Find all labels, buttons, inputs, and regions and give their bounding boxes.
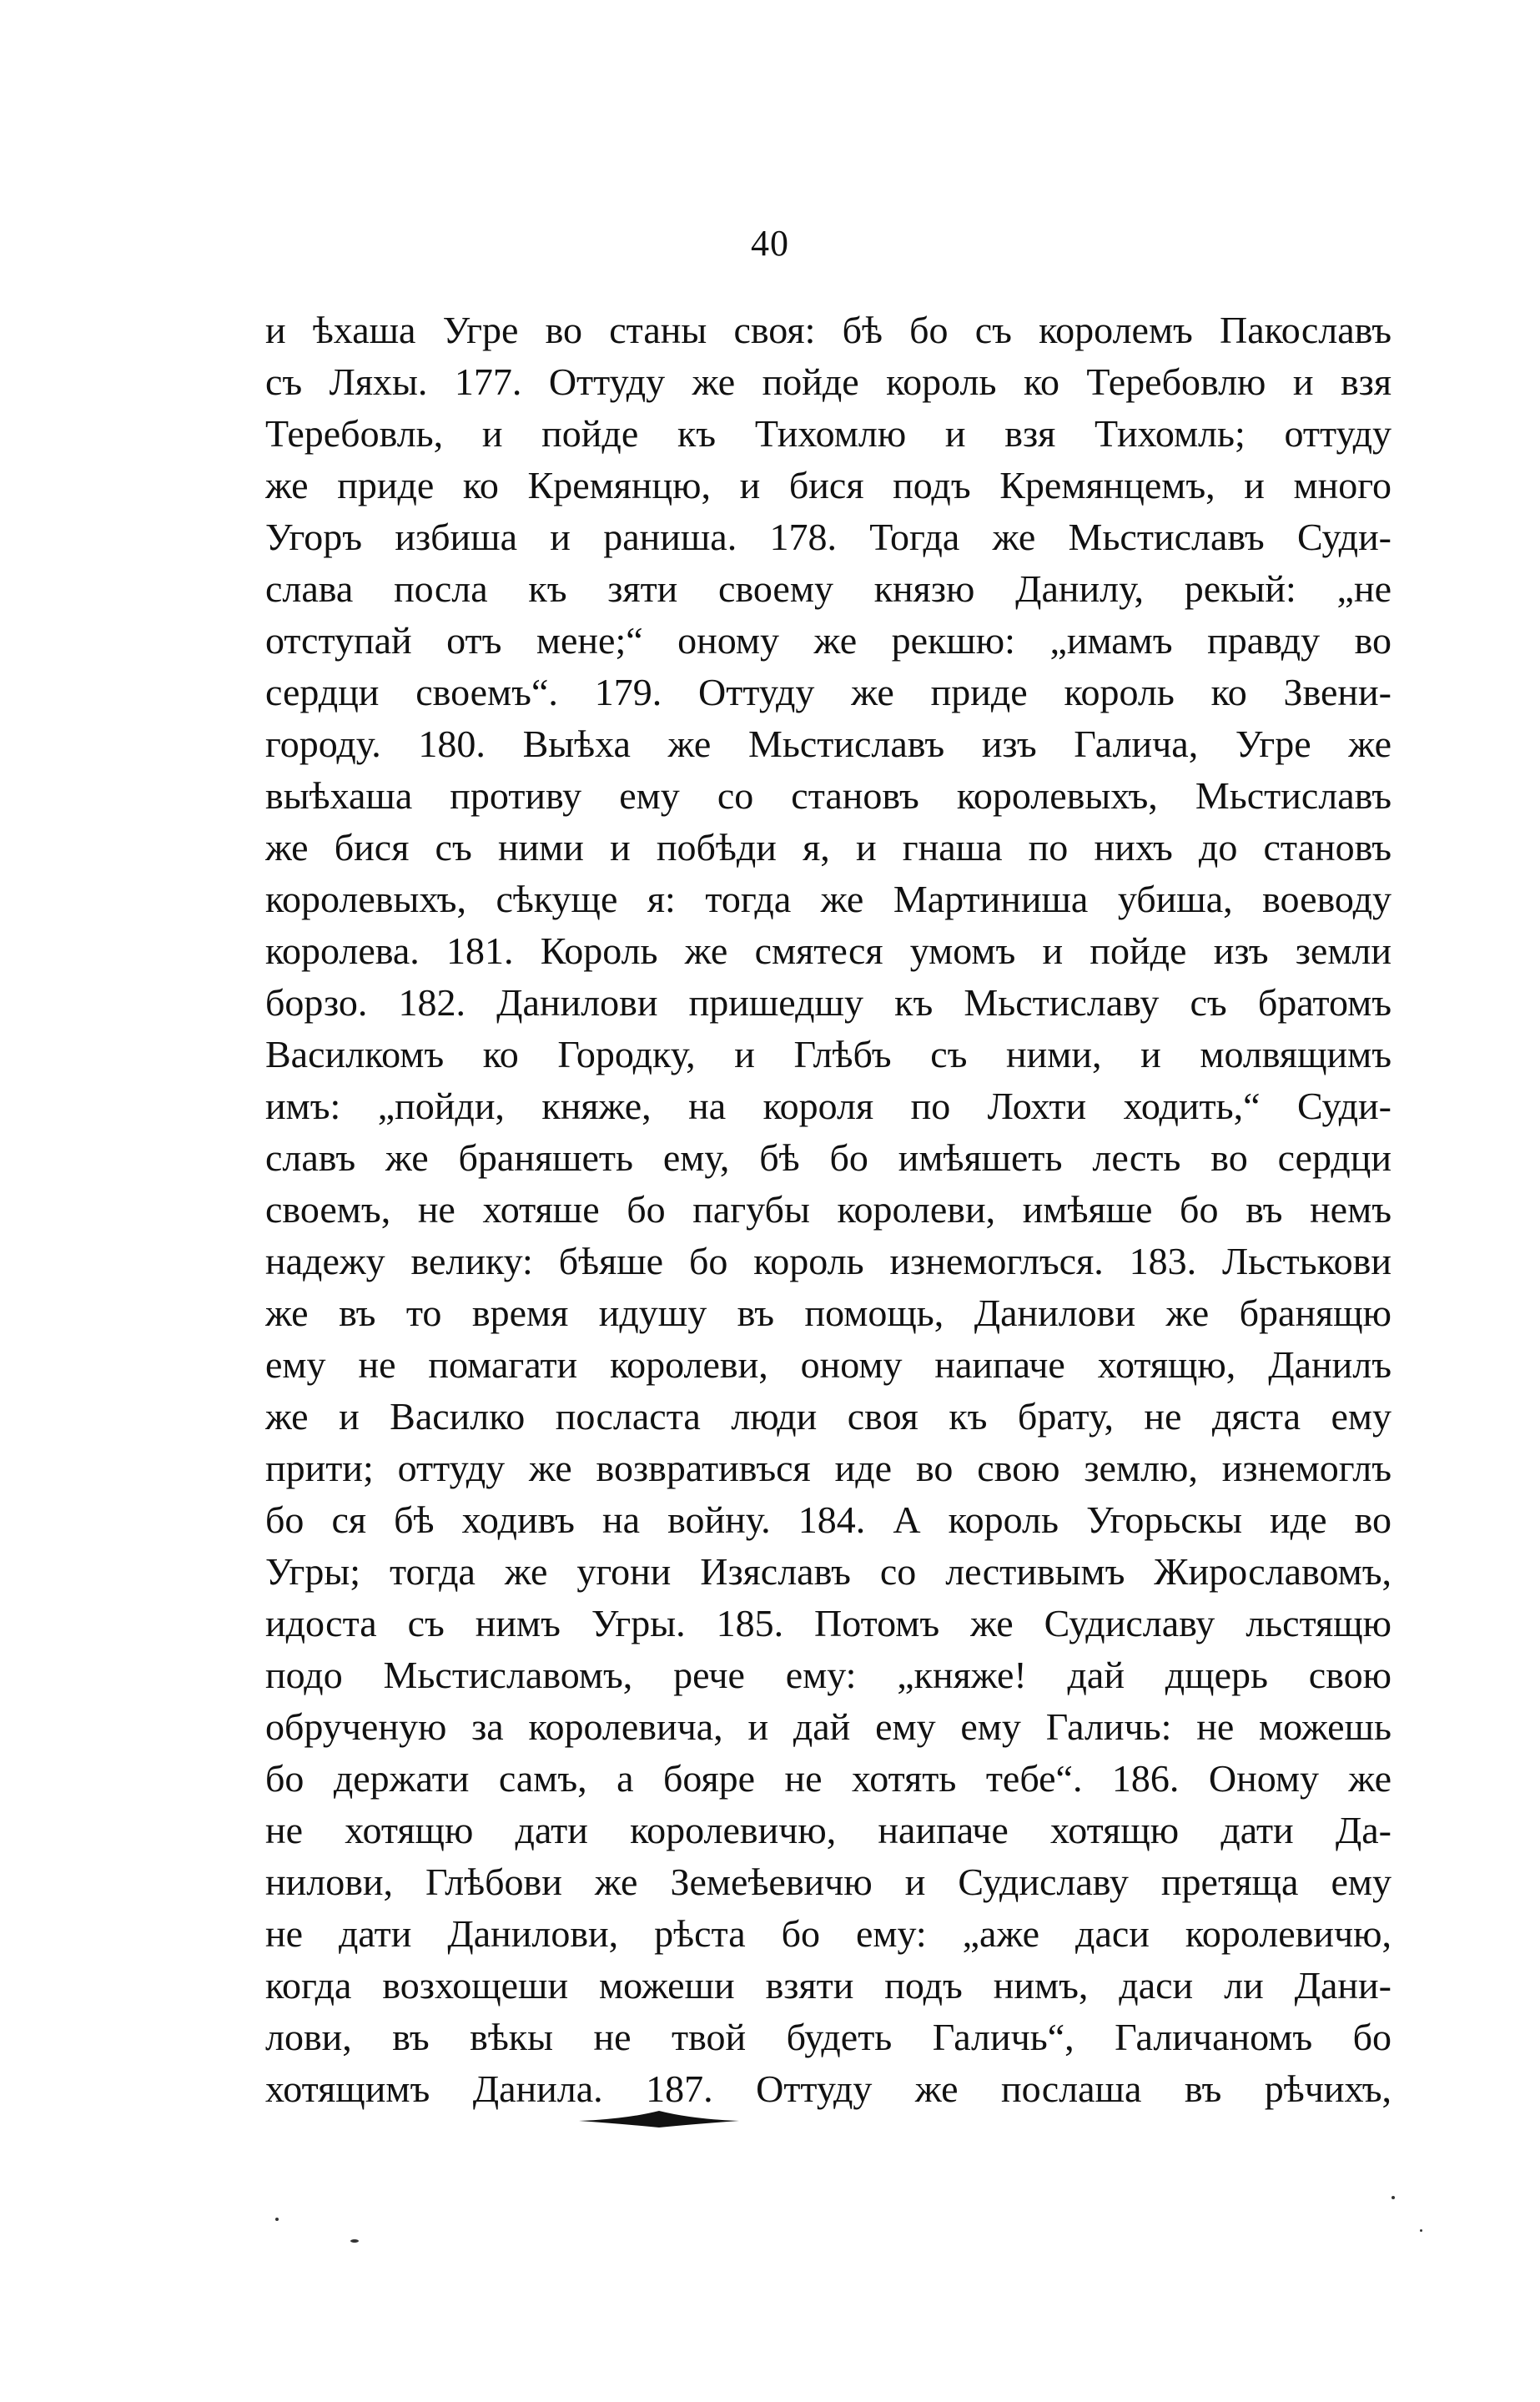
text-line: же бися съ ними и побѣди я, и гнаша по нихъ до становъ <box>265 826 1392 869</box>
text-line: не хотящю дати королевичю, наипаче хотящю дати Да- <box>265 1809 1392 1851</box>
text-line: ему не помагати королеви, оному наипаче хотящю, Данилъ <box>265 1343 1392 1386</box>
text-line: сердци своемъ“. 179. Оттуду же приде король ко Звени- <box>265 671 1392 713</box>
text-line: же въ то время идушу въ помощь, Данилови же бранящю <box>265 1292 1392 1334</box>
text-line: королева. 181. Король же смятеся умомъ и пойде изъ земли <box>265 929 1392 972</box>
text-line: Угоръ избиша и раниша. 178. Тогда же Мьстиславъ Суди- <box>265 516 1392 558</box>
text-line: когда возхощеши можеши взяти подъ нимъ, даси ли Дани- <box>265 1964 1392 2007</box>
print-speck <box>1420 2229 1422 2232</box>
text-line: слава посла къ зяти своему князю Данилу, рекый: „не <box>265 567 1392 610</box>
text-line: хотящимъ Данила. 187. Оттуду же послаша въ рѣчихъ, <box>265 2067 1392 2110</box>
text-line: выѣхаша противу ему со становъ королевыхъ, Мьстиславъ <box>265 774 1392 817</box>
text-line: бо ся бѣ ходивъ на войну. 184. А король Угорьскы иде во <box>265 1498 1392 1541</box>
text-line: славъ же браняшеть ему, бѣ бо имѣяшеть лесть во сердци <box>265 1136 1392 1179</box>
body-text <box>265 305 1392 2115</box>
text-line: королевыхъ, сѣкуще я: тогда же Мартиниша убиша, воеводу <box>265 878 1392 920</box>
text-line: городу. 180. Выѣха же Мьстиславъ изъ Галича, Угре же <box>265 723 1392 765</box>
text-line: же приде ко Кремянцю, и бися подъ Кремянцемъ, и много <box>265 464 1392 506</box>
text-line: своемъ, не хотяше бо пагубы королеви, имѣяше бо въ немъ <box>265 1188 1392 1231</box>
text-line: надежу велику: бѣяше бо король изнемоглъся. 183. Льстькови <box>265 1240 1392 1282</box>
page-number: 40 <box>751 223 789 264</box>
text-line: идоста съ нимъ Угры. 185. Потомъ же Судиславу льстящю <box>265 1602 1392 1644</box>
text-line: прити; оттуду же возвративъся иде во свою землю, изнемоглъ <box>265 1447 1392 1489</box>
text-line: же и Василко посласта люди своя къ брату, не дяста ему <box>265 1395 1392 1438</box>
text-line: лови, въ вѣкы не твой будеть Галичь“, Галичаномъ бо <box>265 2016 1392 2058</box>
print-speck <box>275 2218 279 2221</box>
text-line: Василкомъ ко Городку, и Глѣбъ съ ними, и молвящимъ <box>265 1033 1392 1075</box>
text-line: бо держати самъ, а бояре не хотять тебе“. 186. Оному же <box>265 1757 1392 1800</box>
text-line: имъ: „пойди, княже, на короля по Лохти ходить,“ Суди- <box>265 1085 1392 1127</box>
text-line: борзо. 182. Данилови пришедшу къ Мьстиславу съ братомъ <box>265 981 1392 1024</box>
text-line: отступай отъ мене;“ оному же рекшю: „имамъ правду во <box>265 619 1392 662</box>
text-line: Теребовль, и пойде къ Тихомлю и взя Тихомль; оттуду <box>265 412 1392 455</box>
tailpiece-ornament-icon <box>576 2109 742 2129</box>
text-line: Угры; тогда же угони Изяславъ со лестивымъ Жирославомъ, <box>265 1550 1392 1593</box>
print-speck <box>1392 2196 1395 2199</box>
print-speck <box>350 2239 359 2243</box>
text-line: съ Ляхы. 177. Оттуду же пойде король ко Теребовлю и взя <box>265 360 1392 403</box>
text-line: и ѣхаша Угре во станы своя: бѣ бо съ королемъ Пакославъ <box>265 309 1392 351</box>
text-line: не дати Данилови, рѣста бо ему: „аже даси королевичю, <box>265 1912 1392 1955</box>
text-line: обрученую за королевича, и дай ему ему Галичь: не можешь <box>265 1705 1392 1748</box>
text-line: подо Мьстиславомъ, рече ему: „княже! дай дщерь свою <box>265 1654 1392 1696</box>
text-line: нилови, Глѣбови же Земеѣевичю и Судиславу претяща ему <box>265 1861 1392 1903</box>
